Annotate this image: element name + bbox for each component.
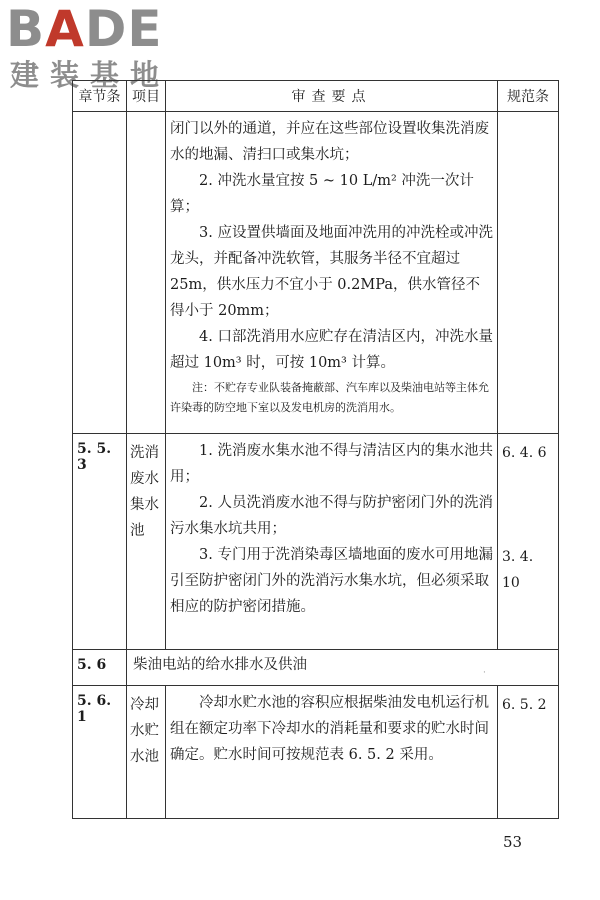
section-number: 5. 6. 1 [73,686,127,819]
ref-value: 3. 4. 10 [502,549,534,591]
section-number: 5. 6 [73,650,127,686]
header-item: 项目 [127,81,166,112]
header-content: 审查要点 [166,81,498,112]
logo-wordmark: BADE [6,0,163,58]
ref-value: 6. 5. 2 [502,697,547,713]
content-line: 闭门以外的通道，并应在这些部位设置收集洗消废水的地漏、清扫口或集水坑； [170,121,489,163]
content-cell [166,686,498,819]
scan-speck: · [483,668,486,678]
cell-continued-content [166,112,498,434]
ref-cell [498,686,559,819]
ref-cell [498,434,559,650]
logo-subtitle: 建装基地 [10,58,171,92]
table-row-5-6-1 [73,686,559,819]
content-line: 冷却水贮水池的容积应根据柴油发电机运行机组在额定功率下冷却水的消耗量和要求的贮水时间确定。贮水时间可按规范表 6. 5. 2 采用。 [170,695,489,763]
item-name: 洗消废水集水池 [127,434,166,650]
item-name: 冷却水贮水池 [127,686,166,819]
table-row-5-5-3 [73,434,559,650]
cell-empty-item [127,112,166,434]
ref-value: 6. 4. 6 [502,445,547,461]
table-header-row [73,81,559,112]
content-line: 1. 洗消废水集水池不得与清洁区内的集水池共用； [170,443,493,485]
review-table [72,80,559,819]
content-line: 2. 冲洗水量宜按 5 ~ 10 L/m² 冲洗一次计算； [170,173,474,215]
header-section: 章节条 [73,81,127,112]
cell-empty-ref [498,112,559,434]
table-row-continued [73,112,559,434]
content-line: 2. 人员洗消废水池不得与防护密闭门外的洗消污水集水坑共用； [170,495,493,537]
page-number: 53 [503,833,523,851]
content-note: 注：不贮存专业队装备掩蔽部、汽车库以及柴油电站等主体允许染毒的防空地下室以及发电机房的洗消用水。 [170,381,489,414]
header-ref: 规范条 [498,81,559,112]
content-line: 4. 口部洗消用水应贮存在清洁区内，冲洗水量超过 10m³ 时，可按 10m³ 计算。 [170,329,493,371]
content-line: 3. 应设置供墙面及地面冲洗用的冲洗栓或冲洗龙头，并配备冲洗软管，其服务半径不宜超过 25m，供水压力不宜小于 0.2MPa，供水管径不得小于 20mm； [170,225,493,319]
cell-empty-number [73,112,127,434]
content-line: 3. 专门用于洗消染毒区墙地面的废水可用地漏引至防护密闭门外的洗消污水集水坑，但必须采取相应的防护密闭措施。 [170,547,493,615]
section-title: 柴油电站的给水排水及供油 [127,650,559,686]
section-number: 5. 5. 3 [73,434,127,650]
content-cell [166,434,498,650]
